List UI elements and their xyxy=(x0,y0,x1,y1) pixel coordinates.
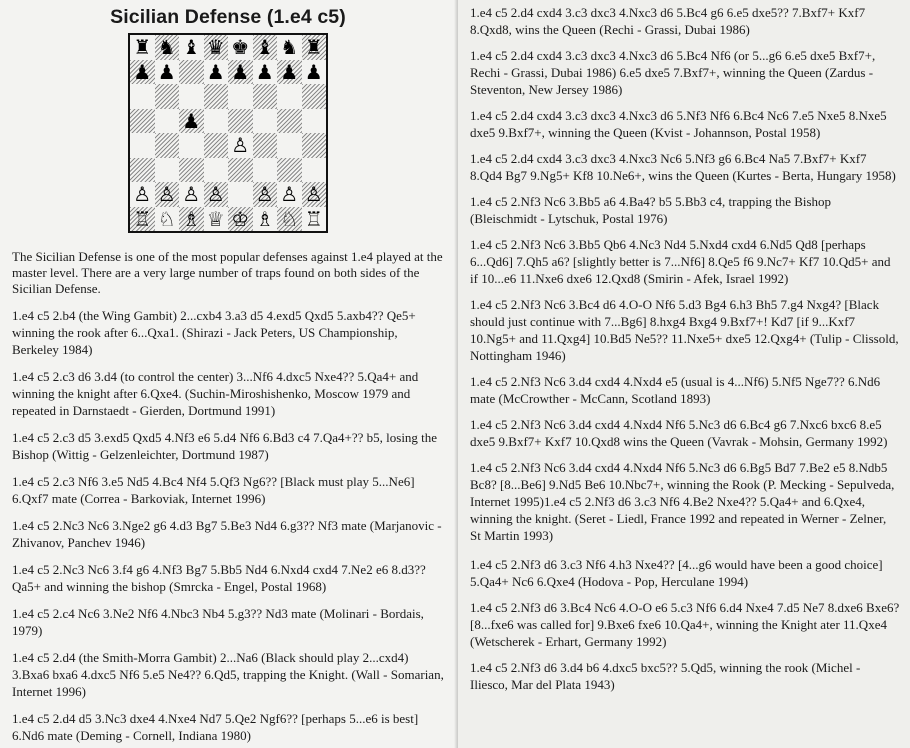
board-square-c7 xyxy=(179,60,204,85)
board-square-e4 xyxy=(228,133,253,158)
trap-entry: 1.e4 c5 2.Nf3 Nc6 3.d4 cxd4 4.Nxd4 Nf6 5.Nc3 d6 6.Bg5 Bd7 7.Be2 e5 8.Ndb5 Bc8? [8...Be6] 9.Nd5 Be6 10.Nbc7+, winning the Rook (P. Mecking - Sepulveda, Internet 1995)1.e4 c5 2.Nf3 d6 3.c3 Nf6 4.Be2 Nxe4?? 5.Qa4+ and 6.Qxe4, winning the knight. (Seret - Liedl, France 1992 and repeated in Werner - Zelner, St Martin 1993) xyxy=(470,460,895,543)
board-square-f6 xyxy=(253,84,278,109)
board-square-d7 xyxy=(204,60,229,85)
board-square-f8 xyxy=(253,35,278,60)
board-square-f5 xyxy=(253,109,278,134)
chess-piece-icon: ♞ xyxy=(280,35,299,59)
board-square-b8 xyxy=(155,35,180,60)
chess-piece-icon: ♙ xyxy=(133,182,152,206)
chess-piece-icon: ♘ xyxy=(280,206,299,231)
board-square-b4 xyxy=(155,133,180,158)
chess-piece-icon: ♟ xyxy=(255,59,274,84)
board-square-d8 xyxy=(204,35,229,60)
chess-board xyxy=(128,33,328,233)
board-square-h7 xyxy=(302,60,327,85)
trap-entry: 1.e4 c5 2.d4 d5 3.Nc3 dxe4 4.Nxe4 Nd7 5.Qe2 Ngf6?? [perhaps 5...e6 is best] 6.Nd6 mate (Deming - Cornell, Indiana 1980) xyxy=(12,711,419,743)
chess-piece-icon: ♝ xyxy=(255,35,274,59)
board-square-g5 xyxy=(277,109,302,134)
board-square-h3 xyxy=(302,158,327,183)
board-square-h5 xyxy=(302,109,327,134)
board-square-g6 xyxy=(277,84,302,109)
board-square-h4 xyxy=(302,133,327,158)
board-square-b5 xyxy=(155,109,180,134)
board-square-d3 xyxy=(204,158,229,183)
chess-piece-icon: ♙ xyxy=(231,133,250,157)
trap-entry: 1.e4 c5 2.d4 cxd4 3.c3 dxc3 4.Nxc3 d6 5.Nf3 Nf6 6.Bc4 Nc6 7.e5 Nxe5 8.Nxe5 dxe5 9.Bxf7+, winning the Queen (Kvist - Johannson, Postal 1958) xyxy=(470,108,887,140)
board-square-c3 xyxy=(179,158,204,183)
board-square-g7 xyxy=(277,60,302,85)
trap-entry: 1.e4 c5 2.c3 d6 3.d4 (to control the center) 3...Nf6 4.dxc5 Nxe4?? 5.Qa4+ and winning the knight after 6.Qxe4. (Suchin-Miroshishenko, Moscow 1979 and repeated in Darnstaedt - Gierden, Dortmund 1991) xyxy=(12,369,419,418)
chess-piece-icon: ♗ xyxy=(255,206,274,231)
trap-entry: 1.e4 c5 2.d4 cxd4 3.c3 dxc3 4.Nxc3 Nc6 5.Nf3 g6 6.Bc4 Na5 7.Bxf7+ Kxf7 8.Qd4 Bg7 9.Ng5+ Kf8 10.Ne6+, wins the Queen (Kurtes - Berta, Hungary 1958) xyxy=(470,151,896,183)
chess-piece-icon: ♚ xyxy=(231,35,250,59)
board-square-e7 xyxy=(228,60,253,85)
chess-piece-icon: ♟ xyxy=(280,59,299,84)
chess-piece-icon: ♛ xyxy=(206,35,225,59)
board-square-b2 xyxy=(155,182,180,207)
board-square-g4 xyxy=(277,133,302,158)
board-square-h6 xyxy=(302,84,327,109)
trap-entry: 1.e4 c5 2.c3 Nf6 3.e5 Nd5 4.Bc4 Nf4 5.Qf3 Ng6?? [Black must play 5...Ne6] 6.Qxf7 mate (Correa - Barkoviak, Internet 1996) xyxy=(12,474,415,506)
chess-piece-icon: ♕ xyxy=(206,206,225,231)
board-square-e6 xyxy=(228,84,253,109)
chess-piece-icon: ♟ xyxy=(231,59,250,84)
trap-entry: 1.e4 c5 2.Nf3 Nc6 3.Bb5 Qb6 4.Nc3 Nd4 5.Nxd4 cxd4 6.Nd5 Qd8 [perhaps 6...Qd6] 7.Qh5 a6? [slightly better is 7...Nf6] 8.Qe5 f6 9.Nc7+ Kf7 10.Qd5+ and if 10...e6 11.Nxe6 dxe6 12.Qxd8 (Smirin - Afek, Israel 1992) xyxy=(470,237,891,286)
board-square-d1 xyxy=(204,207,229,232)
board-square-e1 xyxy=(228,207,253,232)
board-square-b7 xyxy=(155,60,180,85)
board-square-b6 xyxy=(155,84,180,109)
trap-entry: 1.e4 c5 2.c3 d5 3.exd5 Qxd5 4.Nf3 e6 5.d4 Nf6 6.Bd3 c4 7.Qa4+?? b5, losing the Bishop (Wittig - Gelzenleichter, Dortmund 1987) xyxy=(12,430,438,462)
board-square-d4 xyxy=(204,133,229,158)
chess-piece-icon: ♖ xyxy=(304,206,323,231)
chess-piece-icon: ♟ xyxy=(157,59,176,84)
trap-entry: 1.e4 c5 2.Nc3 Nc6 3.Nge2 g6 4.d3 Bg7 5.Be3 Nd4 6.g3?? Nf3 mate (Marjanovic - Zhivanov, Panchev 1946) xyxy=(12,518,442,550)
board-square-c8 xyxy=(179,35,204,60)
trap-entry: 1.e4 c5 2.d4 cxd4 3.c3 dxc3 4.Nxc3 d6 5.Bc4 Nf6 (or 5...g6 6.e5 dxe5 Bxf7+, Rechi - Grassi, Dubai 1986) 6.e5 dxe5 7.Bxf7+, winning the Queen (Zardus - Steventon, New Jersey 1986) xyxy=(470,48,876,97)
board-square-d6 xyxy=(204,84,229,109)
trap-entry: 1.e4 c5 2.Nf3 Nc6 3.d4 cxd4 4.Nxd4 Nf6 5.Nc3 d6 6.Bc4 g6 7.Nxc6 bxc6 8.e5 dxe5 9.Bxf7+ Kxf7 10.Qxd8 wins the Queen (Vavrak - Mohsin, Germany 1992) xyxy=(470,417,888,449)
board-square-a5 xyxy=(130,109,155,134)
chess-piece-icon: ♙ xyxy=(304,182,323,206)
intro-paragraph: The Sicilian Defense is one of the most popular defenses against 1.e4 played at the master level. There are a very large number of traps found on both sides of the Sicilian Defense. xyxy=(12,249,443,296)
board-square-a8 xyxy=(130,35,155,60)
chess-piece-icon: ♔ xyxy=(231,206,250,231)
board-square-c5 xyxy=(179,109,204,134)
board-square-a1 xyxy=(130,207,155,232)
board-square-a4 xyxy=(130,133,155,158)
chess-piece-icon: ♘ xyxy=(157,206,176,231)
board-square-e8 xyxy=(228,35,253,60)
board-square-c4 xyxy=(179,133,204,158)
trap-entry: 1.e4 c5 2.b4 (the Wing Gambit) 2...cxb4 3.a3 d5 4.exd5 Qxd5 5.axb4?? Qe5+ winning the rook after 6...Qxa1. (Shirazi - Jack Peters, US Championship, Berkeley 1984) xyxy=(12,308,416,357)
chess-piece-icon: ♟ xyxy=(133,59,152,84)
right-page xyxy=(458,0,910,748)
board-grid xyxy=(130,35,326,231)
chess-piece-icon: ♙ xyxy=(157,182,176,206)
board-square-g8 xyxy=(277,35,302,60)
chess-piece-icon: ♜ xyxy=(304,35,323,59)
board-square-f2 xyxy=(253,182,278,207)
board-square-e3 xyxy=(228,158,253,183)
board-square-d5 xyxy=(204,109,229,134)
board-square-g2 xyxy=(277,182,302,207)
trap-entry: 1.e4 c5 2.Nf3 d6 3.Bc4 Nc6 4.O-O e6 5.c3 Nf6 6.d4 Nxe4 7.d5 Ne7 8.dxe6 Bxe6? [8...fxe6 was called for] 9.Bxe6 fxe6 10.Qa4+, winning the Knight ater 11.Qxe4 (Wetscherek - Erhart, Germany 1992) xyxy=(470,600,900,649)
chess-piece-icon: ♙ xyxy=(206,182,225,206)
chess-piece-icon: ♗ xyxy=(182,206,201,231)
board-square-g1 xyxy=(277,207,302,232)
trap-entry: 1.e4 c5 2.Nf3 d6 3.d4 b6 4.dxc5 bxc5?? 5.Qd5, winning the rook (Michel - Iliesco, Mar del Plata 1943) xyxy=(470,660,861,692)
board-square-f7 xyxy=(253,60,278,85)
board-square-f4 xyxy=(253,133,278,158)
board-square-h2 xyxy=(302,182,327,207)
trap-entry: 1.e4 c5 2.c4 Nc6 3.Ne2 Nf6 4.Nbc3 Nb4 5.g3?? Nd3 mate (Molinari - Bordais, 1979) xyxy=(12,606,424,638)
chess-piece-icon: ♖ xyxy=(133,206,152,231)
board-square-f1 xyxy=(253,207,278,232)
chess-piece-icon: ♞ xyxy=(157,35,176,59)
board-square-a7 xyxy=(130,60,155,85)
trap-entry: 1.e4 c5 2.Nf3 Nc6 3.Bc4 d6 4.O-O Nf6 5.d3 Bg4 6.h3 Bh5 7.g4 Nxg4? [Black should just continue with 7...Bg6] 8.hxg4 Bxg4 9.Bxf7+! Kd7 [if 9...Kxf7 10.Ng5+ and 11.Qxg4] 10.Bd5 Ne5?? 11.Nxe5+ dxe5 12.Qxg4+ (Tulip - Clissold, Nottingham 1946) xyxy=(470,297,899,363)
board-square-c1 xyxy=(179,207,204,232)
chess-piece-icon: ♝ xyxy=(182,35,201,59)
trap-entry: 1.e4 c5 2.Nc3 Nc6 3.f4 g6 4.Nf3 Bg7 5.Bb5 Nd4 6.Nxd4 cxd4 7.Ne2 e6 8.d3?? Qa5+ and winning the bishop (Smrcka - Engel, Postal 1968) xyxy=(12,562,426,594)
board-square-e2 xyxy=(228,182,253,207)
chess-piece-icon: ♙ xyxy=(182,182,201,206)
board-square-d2 xyxy=(204,182,229,207)
chess-piece-icon: ♟ xyxy=(206,59,225,84)
chess-piece-icon: ♟ xyxy=(304,59,323,84)
board-square-a6 xyxy=(130,84,155,109)
board-square-a3 xyxy=(130,158,155,183)
board-square-h1 xyxy=(302,207,327,232)
board-square-b1 xyxy=(155,207,180,232)
trap-entry: 1.e4 c5 2.Nf3 Nc6 3.d4 cxd4 4.Nxd4 e5 (usual is 4...Nf6) 5.Nf5 Nge7?? 6.Nd6 mate (McCrowther - McCann, Scotland 1893) xyxy=(470,374,881,406)
board-square-e5 xyxy=(228,109,253,134)
trap-entry: 1.e4 c5 2.d4 cxd4 3.c3 dxc3 4.Nxc3 d6 5.Bc4 g6 6.e5 dxe5?? 7.Bxf7+ Kxf7 8.Qxd8, wins the Queen (Rechi - Grassi, Dubai 1986) xyxy=(470,5,866,37)
board-square-c6 xyxy=(179,84,204,109)
board-square-f3 xyxy=(253,158,278,183)
chess-piece-icon: ♟ xyxy=(182,108,201,133)
trap-entry: 1.e4 c5 2.Nf3 d6 3.c3 Nf6 4.h3 Nxe4?? [4...g6 would have been a good choice] 5.Qa4+ Nc6 6.Qxe4 (Hodova - Pop, Herculane 1994) xyxy=(470,557,883,589)
board-square-c2 xyxy=(179,182,204,207)
chess-piece-icon: ♙ xyxy=(280,182,299,206)
page-title: Sicilian Defense (1.e4 c5) xyxy=(110,6,346,28)
board-square-h8 xyxy=(302,35,327,60)
board-square-a2 xyxy=(130,182,155,207)
chess-piece-icon: ♜ xyxy=(133,35,152,59)
trap-entry: 1.e4 c5 2.d4 (the Smith-Morra Gambit) 2...Na6 (Black should play 2...cxd4) 3.Bxa6 bxa6 4.dxc5 Nf6 5.e5 Ne4?? 6.Qd5, trapping the Knight. (Wall - Somarian, Internet 1996) xyxy=(12,650,444,699)
board-square-g3 xyxy=(277,158,302,183)
board-square-b3 xyxy=(155,158,180,183)
trap-entry: 1.e4 c5 2.Nf3 Nc6 3.Bb5 a6 4.Ba4? b5 5.Bb3 c4, trapping the Bishop (Bleischmidt - Lytschuk, Postal 1976) xyxy=(470,194,832,226)
chess-piece-icon: ♙ xyxy=(255,182,274,206)
